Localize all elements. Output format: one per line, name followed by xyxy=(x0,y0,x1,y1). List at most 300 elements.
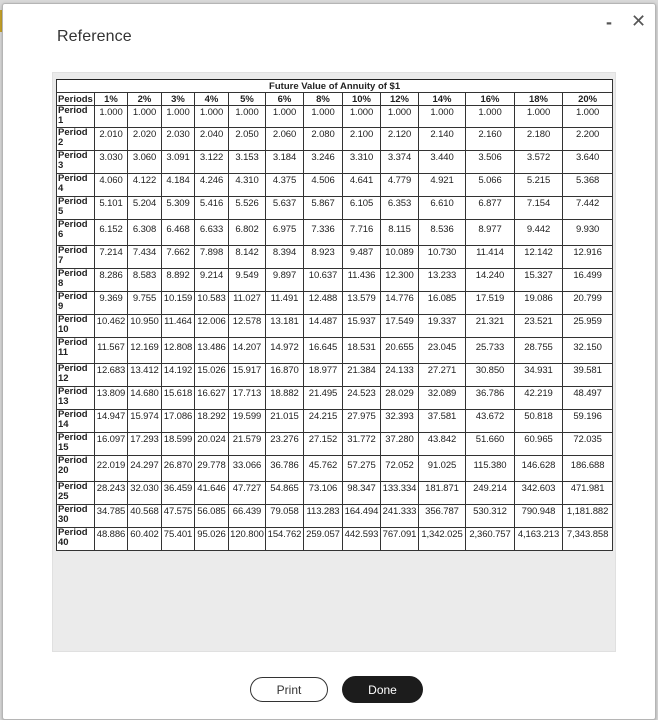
minimize-icon[interactable]: - xyxy=(606,12,612,32)
table-cell: 12.808 xyxy=(162,338,195,364)
table-cell: 51.660 xyxy=(466,433,515,456)
period-label: Period 25 xyxy=(57,482,95,505)
table-cell: 17.293 xyxy=(128,433,162,456)
table-cell: 8.394 xyxy=(266,246,304,269)
table-cell: 6.975 xyxy=(266,220,304,246)
table-cell: 16.097 xyxy=(95,433,128,456)
table-cell: 5.416 xyxy=(195,197,229,220)
table-cell: 28.029 xyxy=(381,387,419,410)
table-cell: 12.683 xyxy=(95,364,128,387)
table-cell: 18.292 xyxy=(195,410,229,433)
table-cell: 3.060 xyxy=(128,151,162,174)
table-cell: 2,360.757 xyxy=(466,528,515,551)
period-label: Period 12 xyxy=(57,364,95,387)
table-cell: 6.877 xyxy=(466,197,515,220)
table-cell: 31.772 xyxy=(343,433,381,456)
table-cell: 10.159 xyxy=(162,292,195,315)
table-cell: 17.549 xyxy=(381,315,419,338)
table-cell: 34.931 xyxy=(515,364,563,387)
table-cell: 2.120 xyxy=(381,128,419,151)
table-cell: 50.818 xyxy=(515,410,563,433)
table-cell: 23.521 xyxy=(515,315,563,338)
table-cell: 113.283 xyxy=(304,505,343,528)
done-button[interactable]: Done xyxy=(342,676,423,703)
table-cell: 20.024 xyxy=(195,433,229,456)
table-cell: 37.280 xyxy=(381,433,419,456)
column-header-rate: 10% xyxy=(343,93,381,106)
period-label: Period 8 xyxy=(57,269,95,292)
table-cell: 3.310 xyxy=(343,151,381,174)
table-cell: 14.776 xyxy=(381,292,419,315)
table-cell: 29.778 xyxy=(195,456,229,482)
table-cell: 12.916 xyxy=(563,246,613,269)
table-cell: 2.050 xyxy=(229,128,266,151)
period-label: Period 6 xyxy=(57,220,95,246)
column-header-rate: 8% xyxy=(304,93,343,106)
table-cell: 59.196 xyxy=(563,410,613,433)
table-cell: 13.579 xyxy=(343,292,381,315)
table-cell: 7.154 xyxy=(515,197,563,220)
table-cell: 2.020 xyxy=(128,128,162,151)
table-cell: 4.184 xyxy=(162,174,195,197)
table-cell: 1.000 xyxy=(162,106,195,128)
table-cell: 11.414 xyxy=(466,246,515,269)
table-cell: 17.086 xyxy=(162,410,195,433)
column-header-rate: 6% xyxy=(266,93,304,106)
table-cell: 442.593 xyxy=(343,528,381,551)
column-header-periods: Periods xyxy=(58,93,93,105)
table-cell: 32.089 xyxy=(419,387,466,410)
table-cell: 8.583 xyxy=(128,269,162,292)
table-cell: 21.579 xyxy=(229,433,266,456)
table-cell: 60.965 xyxy=(515,433,563,456)
reference-content-frame[interactable] xyxy=(52,72,616,652)
table-cell: 13.233 xyxy=(419,269,466,292)
table-cell: 23.276 xyxy=(266,433,304,456)
table-cell: 5.637 xyxy=(266,197,304,220)
table-cell: 767.091 xyxy=(381,528,419,551)
table-cell: 47.727 xyxy=(229,482,266,505)
table-cell: 7.336 xyxy=(304,220,343,246)
table-cell: 5.066 xyxy=(466,174,515,197)
table-cell: 3.030 xyxy=(95,151,128,174)
table-cell: 10.462 xyxy=(95,315,128,338)
table-cell: 8.142 xyxy=(229,246,266,269)
table-cell: 9.755 xyxy=(128,292,162,315)
reference-dialog xyxy=(2,3,656,720)
table-cell: 9.442 xyxy=(515,220,563,246)
table-cell: 2.200 xyxy=(563,128,613,151)
table-row xyxy=(57,456,613,482)
table-cell: 19.599 xyxy=(229,410,266,433)
table-cell: 20.655 xyxy=(381,338,419,364)
table-cell: 9.897 xyxy=(266,269,304,292)
table-cell: 15.974 xyxy=(128,410,162,433)
table-cell: 19.337 xyxy=(419,315,466,338)
table-cell: 249.214 xyxy=(466,482,515,505)
table-cell: 12.578 xyxy=(229,315,266,338)
table-cell: 26.870 xyxy=(162,456,195,482)
table-cell: 8.892 xyxy=(162,269,195,292)
table-cell: 15.618 xyxy=(162,387,195,410)
table-cell: 146.628 xyxy=(515,456,563,482)
table-cell: 43.842 xyxy=(419,433,466,456)
table-row xyxy=(57,269,613,292)
table-cell: 79.058 xyxy=(266,505,304,528)
table-cell: 24.215 xyxy=(304,410,343,433)
table-cell: 6.152 xyxy=(95,220,128,246)
table-cell: 356.787 xyxy=(419,505,466,528)
table-cell: 48.886 xyxy=(95,528,128,551)
table-cell: 3.640 xyxy=(563,151,613,174)
table-cell: 5.101 xyxy=(95,197,128,220)
table-cell: 41.646 xyxy=(195,482,229,505)
period-label: Period 1 xyxy=(57,106,95,128)
table-cell: 40.568 xyxy=(128,505,162,528)
table-row xyxy=(57,387,613,410)
table-cell: 25.959 xyxy=(563,315,613,338)
table-cell: 24.297 xyxy=(128,456,162,482)
table-cell: 3.246 xyxy=(304,151,343,174)
table-cell: 91.025 xyxy=(419,456,466,482)
table-cell: 12.488 xyxy=(304,292,343,315)
period-label: Period 14 xyxy=(57,410,95,433)
column-header-rate: 3% xyxy=(162,93,195,106)
table-cell: 1.000 xyxy=(266,106,304,128)
table-cell: 36.786 xyxy=(266,456,304,482)
period-label: Period 4 xyxy=(57,174,95,197)
table-cell: 4.641 xyxy=(343,174,381,197)
table-cell: 1.000 xyxy=(95,106,128,128)
table-cell: 8.977 xyxy=(466,220,515,246)
table-row xyxy=(57,433,613,456)
table-cell: 6.802 xyxy=(229,220,266,246)
table-cell: 4.060 xyxy=(95,174,128,197)
period-label: Period 2 xyxy=(57,128,95,151)
table-cell: 11.491 xyxy=(266,292,304,315)
table-cell: 2.010 xyxy=(95,128,128,151)
table-cell: 72.052 xyxy=(381,456,419,482)
table-cell: 73.106 xyxy=(304,482,343,505)
table-cell: 16.870 xyxy=(266,364,304,387)
table-row xyxy=(57,246,613,269)
table-cell: 13.809 xyxy=(95,387,128,410)
table-cell: 27.152 xyxy=(304,433,343,456)
table-cell: 33.066 xyxy=(229,456,266,482)
table-cell: 21.015 xyxy=(266,410,304,433)
table-header-row xyxy=(57,93,613,106)
table-cell: 45.762 xyxy=(304,456,343,482)
period-label: Period 3 xyxy=(57,151,95,174)
table-cell: 10.730 xyxy=(419,246,466,269)
table-cell: 7.898 xyxy=(195,246,229,269)
table-cell: 2.100 xyxy=(343,128,381,151)
table-cell: 1,181.882 xyxy=(563,505,613,528)
table-cell: 4.375 xyxy=(266,174,304,197)
period-label: Period 9 xyxy=(57,292,95,315)
table-cell: 14.240 xyxy=(466,269,515,292)
table-cell: 2.060 xyxy=(266,128,304,151)
table-cell: 7.434 xyxy=(128,246,162,269)
table-cell: 13.486 xyxy=(195,338,229,364)
table-row xyxy=(57,151,613,174)
table-cell: 12.169 xyxy=(128,338,162,364)
table-cell: 3.122 xyxy=(195,151,229,174)
column-header-rate: 16% xyxy=(466,93,515,106)
table-cell: 54.865 xyxy=(266,482,304,505)
table-cell: 75.401 xyxy=(162,528,195,551)
table-row xyxy=(57,220,613,246)
table-cell: 4.921 xyxy=(419,174,466,197)
table-cell: 133.334 xyxy=(381,482,419,505)
table-cell: 30.850 xyxy=(466,364,515,387)
table-cell: 241.333 xyxy=(381,505,419,528)
table-cell: 3.506 xyxy=(466,151,515,174)
table-cell: 4.779 xyxy=(381,174,419,197)
table-cell: 36.459 xyxy=(162,482,195,505)
table-cell: 5.215 xyxy=(515,174,563,197)
table-cell: 5.309 xyxy=(162,197,195,220)
table-cell: 120.800 xyxy=(229,528,266,551)
table-cell: 22.019 xyxy=(95,456,128,482)
table-cell: 16.499 xyxy=(563,269,613,292)
table-cell: 11.436 xyxy=(343,269,381,292)
period-label: Period 30 xyxy=(57,505,95,528)
table-cell: 14.972 xyxy=(266,338,304,364)
table-cell: 13.412 xyxy=(128,364,162,387)
table-row xyxy=(57,197,613,220)
table-cell: 530.312 xyxy=(466,505,515,528)
table-cell: 1.000 xyxy=(304,106,343,128)
table-cell: 25.733 xyxy=(466,338,515,364)
table-cell: 8.536 xyxy=(419,220,466,246)
table-cell: 3.374 xyxy=(381,151,419,174)
table-cell: 1.000 xyxy=(563,106,613,128)
table-cell: 28.755 xyxy=(515,338,563,364)
period-label: Period 11 xyxy=(57,338,95,364)
table-cell: 5.867 xyxy=(304,197,343,220)
table-cell: 7.716 xyxy=(343,220,381,246)
table-cell: 10.089 xyxy=(381,246,419,269)
column-header-rate: 20% xyxy=(563,93,613,106)
table-cell: 259.057 xyxy=(304,528,343,551)
table-cell: 15.937 xyxy=(343,315,381,338)
table-cell: 36.786 xyxy=(466,387,515,410)
table-cell: 8.286 xyxy=(95,269,128,292)
table-cell: 342.603 xyxy=(515,482,563,505)
table-caption-row xyxy=(57,80,613,93)
table-cell: 24.133 xyxy=(381,364,419,387)
table-row xyxy=(57,505,613,528)
table-cell: 10.950 xyxy=(128,315,162,338)
table-cell: 6.308 xyxy=(128,220,162,246)
table-cell: 27.271 xyxy=(419,364,466,387)
table-cell: 6.468 xyxy=(162,220,195,246)
dialog-title: Reference xyxy=(57,28,132,45)
table-cell: 37.581 xyxy=(419,410,466,433)
table-row xyxy=(57,106,613,128)
table-cell: 790.948 xyxy=(515,505,563,528)
period-label: Period 20 xyxy=(57,456,95,482)
table-cell: 1.000 xyxy=(195,106,229,128)
table-cell: 7.442 xyxy=(563,197,613,220)
table-cell: 16.627 xyxy=(195,387,229,410)
table-cell: 9.214 xyxy=(195,269,229,292)
table-cell: 4,163.213 xyxy=(515,528,563,551)
column-header-rate: 1% xyxy=(95,93,128,106)
period-label: Period 15 xyxy=(57,433,95,456)
close-icon[interactable]: ✕ xyxy=(631,11,647,31)
table-cell: 21.384 xyxy=(343,364,381,387)
table-cell: 115.380 xyxy=(466,456,515,482)
table-caption: Future Value of Annuity of $1 xyxy=(57,80,613,93)
table-cell: 4.122 xyxy=(128,174,162,197)
future-value-annuity-table xyxy=(56,79,613,551)
table-cell: 15.327 xyxy=(515,269,563,292)
table-cell: 48.497 xyxy=(563,387,613,410)
table-cell: 3.572 xyxy=(515,151,563,174)
table-cell: 2.040 xyxy=(195,128,229,151)
table-cell: 7,343.858 xyxy=(563,528,613,551)
table-cell: 2.140 xyxy=(419,128,466,151)
table-cell: 2.030 xyxy=(162,128,195,151)
table-cell: 21.495 xyxy=(304,387,343,410)
table-cell: 3.184 xyxy=(266,151,304,174)
table-cell: 56.085 xyxy=(195,505,229,528)
table-cell: 10.637 xyxy=(304,269,343,292)
table-cell: 1.000 xyxy=(343,106,381,128)
table-row xyxy=(57,292,613,315)
table-cell: 16.645 xyxy=(304,338,343,364)
column-header-rate: 18% xyxy=(515,93,563,106)
table-cell: 1.000 xyxy=(419,106,466,128)
table-cell: 1.000 xyxy=(515,106,563,128)
table-cell: 1.000 xyxy=(381,106,419,128)
table-cell: 15.917 xyxy=(229,364,266,387)
table-cell: 47.575 xyxy=(162,505,195,528)
table-cell: 1.000 xyxy=(229,106,266,128)
table-cell: 8.923 xyxy=(304,246,343,269)
table-cell: 32.393 xyxy=(381,410,419,433)
period-label: Period 5 xyxy=(57,197,95,220)
table-cell: 19.086 xyxy=(515,292,563,315)
table-cell: 7.214 xyxy=(95,246,128,269)
table-cell: 72.035 xyxy=(563,433,613,456)
table-cell: 2.080 xyxy=(304,128,343,151)
table-cell: 15.026 xyxy=(195,364,229,387)
period-label: Period 13 xyxy=(57,387,95,410)
table-cell: 12.300 xyxy=(381,269,419,292)
table-cell: 98.347 xyxy=(343,482,381,505)
table-cell: 10.583 xyxy=(195,292,229,315)
table-cell: 34.785 xyxy=(95,505,128,528)
table-cell: 18.977 xyxy=(304,364,343,387)
table-cell: 57.275 xyxy=(343,456,381,482)
table-cell: 18.599 xyxy=(162,433,195,456)
table-cell: 17.713 xyxy=(229,387,266,410)
table-cell: 6.105 xyxy=(343,197,381,220)
table-row xyxy=(57,128,613,151)
table-cell: 186.688 xyxy=(563,456,613,482)
table-cell: 2.180 xyxy=(515,128,563,151)
table-cell: 7.662 xyxy=(162,246,195,269)
column-header-rate: 2% xyxy=(128,93,162,106)
table-cell: 32.030 xyxy=(128,482,162,505)
table-cell: 9.930 xyxy=(563,220,613,246)
table-cell: 14.947 xyxy=(95,410,128,433)
table-cell: 5.204 xyxy=(128,197,162,220)
column-header-rate: 12% xyxy=(381,93,419,106)
period-label: Period 40 xyxy=(57,528,95,551)
table-row xyxy=(57,338,613,364)
table-cell: 3.091 xyxy=(162,151,195,174)
table-cell: 42.219 xyxy=(515,387,563,410)
table-cell: 27.975 xyxy=(343,410,381,433)
table-cell: 2.160 xyxy=(466,128,515,151)
table-cell: 18.882 xyxy=(266,387,304,410)
table-cell: 24.523 xyxy=(343,387,381,410)
table-cell: 8.115 xyxy=(381,220,419,246)
table-cell: 14.207 xyxy=(229,338,266,364)
table-cell: 9.369 xyxy=(95,292,128,315)
table-cell: 9.487 xyxy=(343,246,381,269)
table-cell: 1.000 xyxy=(128,106,162,128)
table-cell: 1,342.025 xyxy=(419,528,466,551)
table-cell: 60.402 xyxy=(128,528,162,551)
table-cell: 32.150 xyxy=(563,338,613,364)
table-row xyxy=(57,315,613,338)
table-cell: 5.526 xyxy=(229,197,266,220)
table-cell: 471.981 xyxy=(563,482,613,505)
print-button[interactable]: Print xyxy=(250,677,328,702)
column-header-rate: 5% xyxy=(229,93,266,106)
table-cell: 3.440 xyxy=(419,151,466,174)
table-cell: 6.353 xyxy=(381,197,419,220)
table-cell: 6.610 xyxy=(419,197,466,220)
table-row xyxy=(57,410,613,433)
table-cell: 21.321 xyxy=(466,315,515,338)
table-cell: 18.531 xyxy=(343,338,381,364)
table-cell: 4.310 xyxy=(229,174,266,197)
table-cell: 9.549 xyxy=(229,269,266,292)
table-cell: 11.464 xyxy=(162,315,195,338)
table-row xyxy=(57,482,613,505)
table-cell: 11.027 xyxy=(229,292,266,315)
table-cell: 12.142 xyxy=(515,246,563,269)
table-cell: 12.006 xyxy=(195,315,229,338)
table-cell: 66.439 xyxy=(229,505,266,528)
table-cell: 14.680 xyxy=(128,387,162,410)
table-cell: 13.181 xyxy=(266,315,304,338)
table-cell: 11.567 xyxy=(95,338,128,364)
table-cell: 23.045 xyxy=(419,338,466,364)
period-label: Period 10 xyxy=(57,315,95,338)
table-cell: 39.581 xyxy=(563,364,613,387)
table-row xyxy=(57,528,613,551)
table-cell: 95.026 xyxy=(195,528,229,551)
table-row xyxy=(57,364,613,387)
table-cell: 6.633 xyxy=(195,220,229,246)
column-header-rate: 14% xyxy=(419,93,466,106)
table-cell: 1.000 xyxy=(466,106,515,128)
table-cell: 14.192 xyxy=(162,364,195,387)
table-cell: 43.672 xyxy=(466,410,515,433)
column-header-rate: 4% xyxy=(195,93,229,106)
table-row xyxy=(57,174,613,197)
table-cell: 181.871 xyxy=(419,482,466,505)
table-cell: 20.799 xyxy=(563,292,613,315)
table-cell: 4.246 xyxy=(195,174,229,197)
